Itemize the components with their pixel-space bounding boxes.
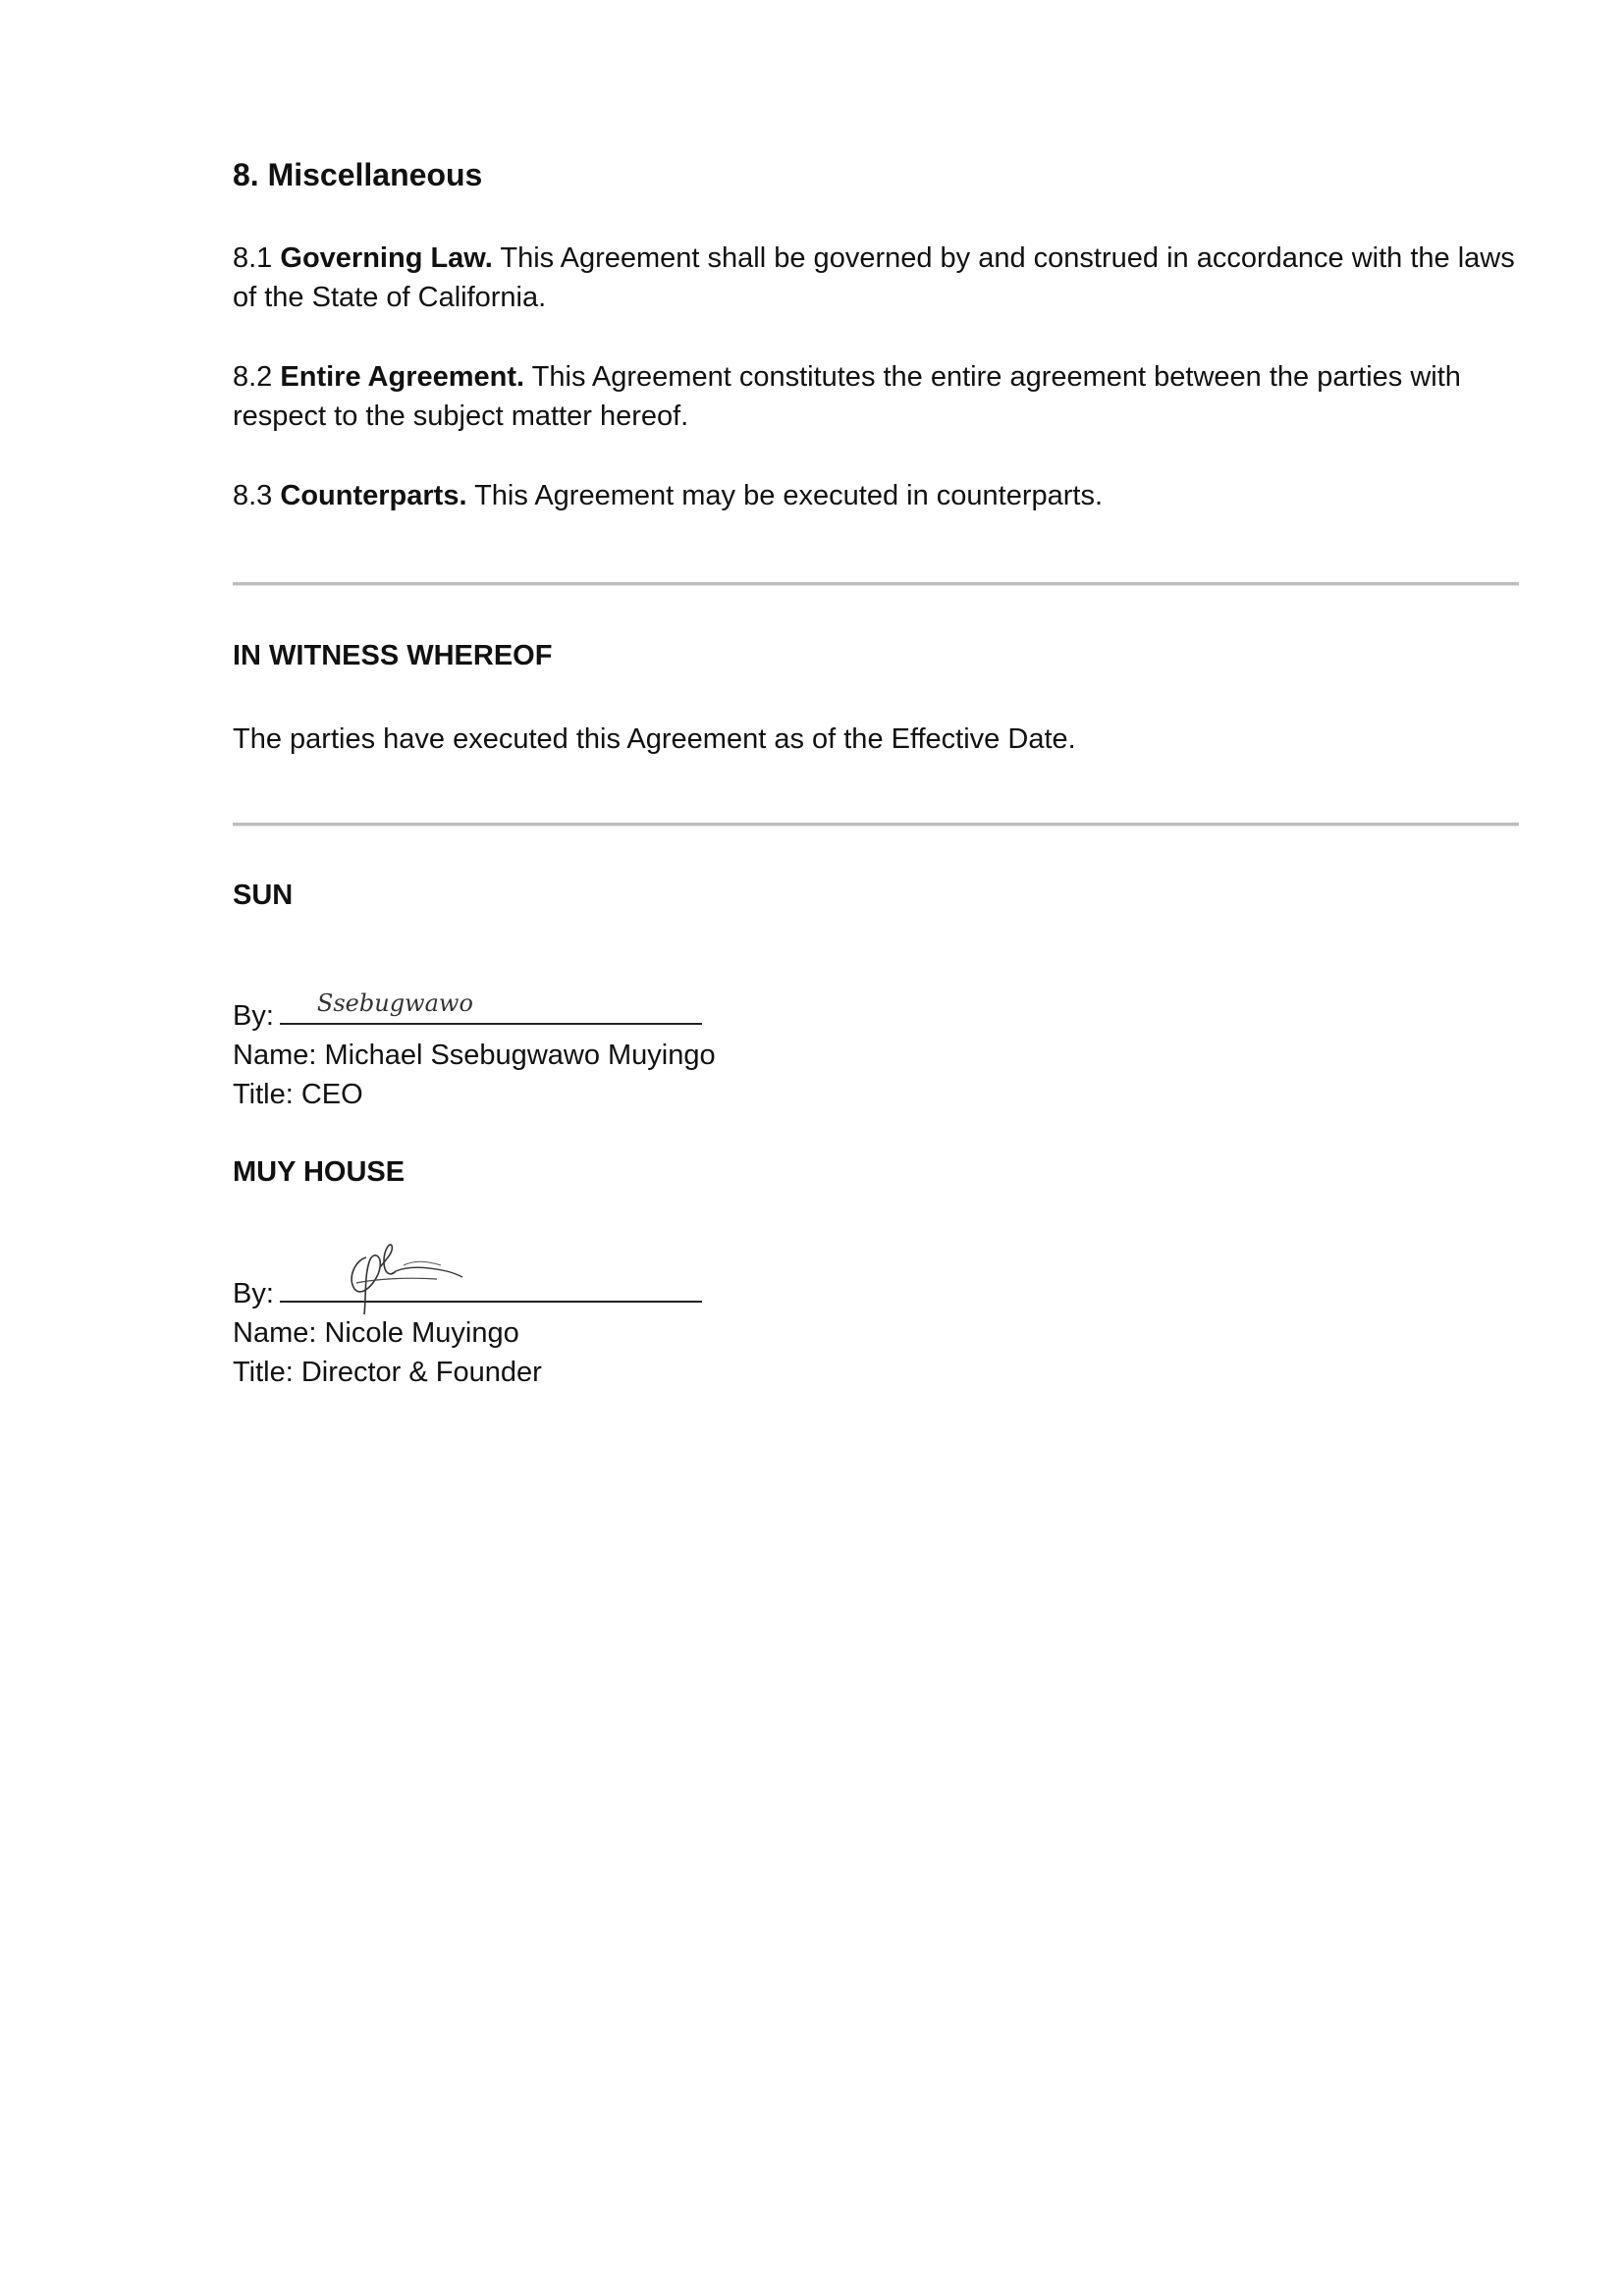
clause-text: This Agreement may be executed in counterparts.: [474, 480, 1104, 511]
handwritten-signature: Ssebugwawo: [316, 989, 473, 1017]
clause-8-3: [233, 476, 1519, 515]
divider: [233, 582, 1519, 586]
party-heading-sun: SUN: [233, 880, 294, 911]
clause-title: Entire Agreement.: [280, 361, 525, 393]
clause-title: Governing Law.: [280, 242, 493, 274]
handwritten-signature-icon: [327, 1238, 474, 1316]
signatory-title: Title: CEO: [233, 1079, 363, 1110]
clause-number: 8.1: [233, 242, 273, 274]
clause-text: This Agreement shall be governed by and construed in accordance with the laws of the State of California.: [233, 242, 1515, 313]
signature-line: [233, 1273, 702, 1313]
clause-number: 8.2: [233, 361, 273, 393]
by-label: By:: [233, 1000, 274, 1032]
signatory-name: Name: Michael Ssebugwawo Muyingo: [233, 1040, 716, 1071]
signatory-name: Name: Nicole Muyingo: [233, 1317, 519, 1349]
signature-field: [280, 1273, 702, 1303]
clause-text: This Agreement constitutes the entire agreement between the parties with respect to the subject matter hereof.: [233, 361, 1461, 432]
section-heading-miscellaneous: 8. Miscellaneous: [233, 157, 483, 192]
signature-field: [280, 989, 702, 1025]
clause-number: 8.3: [233, 480, 273, 511]
signature-line: [233, 989, 716, 1036]
signature-block-sun: [233, 989, 716, 1114]
party-heading-muy-house: MUY HOUSE: [233, 1156, 406, 1188]
witness-heading: IN WITNESS WHEREOF: [233, 640, 553, 671]
clause-8-2: [233, 357, 1519, 436]
by-label: By:: [233, 1278, 274, 1309]
clause-title: Counterparts.: [280, 480, 467, 511]
clause-8-1: [233, 239, 1519, 317]
divider: [233, 823, 1519, 827]
witness-text: The parties have executed this Agreement as of the Effective Date.: [233, 723, 1076, 755]
signature-block-muy-house: [233, 1273, 702, 1392]
signatory-title: Title: Director & Founder: [233, 1357, 542, 1388]
